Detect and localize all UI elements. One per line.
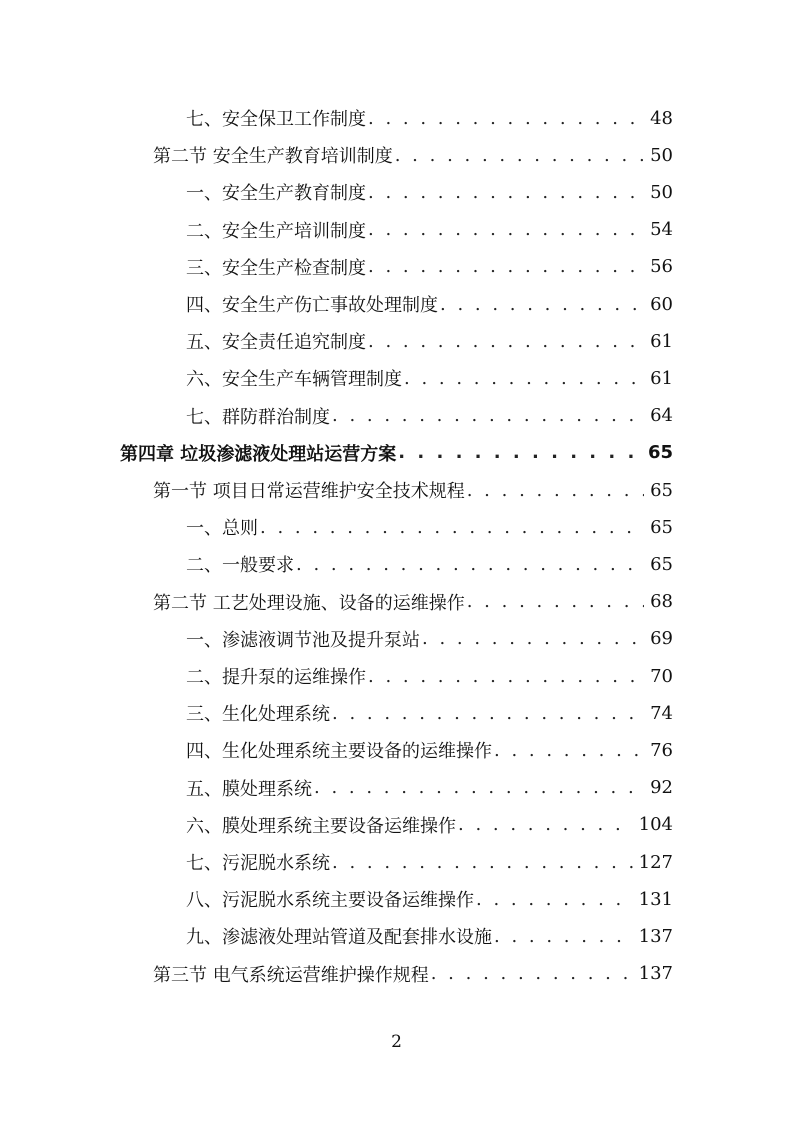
- toc-entry-page: 61: [650, 367, 673, 389]
- toc-leader-dots: [422, 628, 644, 649]
- toc-entry[interactable]: [186, 323, 673, 359]
- toc-entry[interactable]: [186, 695, 673, 731]
- toc-leader-dots: [368, 331, 644, 352]
- toc-entry[interactable]: [186, 844, 673, 880]
- toc-entry-title: 二、提升泵的运维操作: [186, 667, 366, 688]
- toc-leader-dots: [458, 814, 633, 835]
- toc-leader-dots: [440, 294, 644, 315]
- toc-entry-title: 二、一般要求: [186, 555, 294, 577]
- toc-entry-page: 50: [650, 181, 673, 203]
- toc-entry[interactable]: [186, 286, 673, 322]
- toc-entry-title: 七、群防群治制度: [186, 406, 330, 428]
- toc-entry-title: 四、安全生产伤亡事故处理制度: [186, 295, 438, 316]
- toc-entry-title: 三、生化处理系统: [186, 704, 330, 726]
- toc-entry-page: 76: [650, 739, 673, 761]
- toc-leader-dots: [368, 219, 644, 240]
- toc-entry-title: 一、总则: [186, 518, 258, 540]
- toc-leader-dots: [398, 442, 642, 463]
- toc-entry-title: 五、安全责任追究制度: [186, 332, 366, 354]
- toc-entry-title: 六、膜处理系统主要设备运维操作: [186, 815, 456, 837]
- toc-leader-dots: [404, 368, 644, 389]
- toc-entry-page: 70: [650, 665, 673, 687]
- toc-entry[interactable]: [120, 435, 673, 471]
- toc-entry-page: 61: [650, 330, 673, 352]
- toc-leader-dots: [431, 963, 633, 984]
- toc-leader-dots: [368, 182, 644, 203]
- toc-entry-title: 第二节 工艺处理设施、设备的运维操作: [153, 592, 465, 614]
- toc-entry-page: 74: [650, 702, 673, 724]
- toc-entry-page: 127: [638, 851, 673, 873]
- toc-entry-title: 七、污泥脱水系统: [186, 853, 330, 874]
- toc-entry-title: 八、污泥脱水系统主要设备运维操作: [186, 890, 474, 912]
- toc-entry-page: 48: [650, 107, 673, 129]
- toc-leader-dots: [467, 591, 644, 612]
- toc-entry[interactable]: [186, 360, 673, 396]
- toc-leader-dots: [494, 926, 633, 947]
- toc-entry[interactable]: [186, 732, 673, 768]
- toc-entry[interactable]: [186, 398, 673, 434]
- toc-entry-page: 65: [650, 479, 673, 501]
- toc-entry[interactable]: [153, 584, 673, 620]
- toc-entry-page: 54: [650, 219, 673, 241]
- toc-entry-page: 104: [638, 814, 673, 836]
- toc-entry-page: 131: [638, 888, 673, 910]
- toc-entry-title: 一、渗滤液调节池及提升泵站: [186, 629, 420, 651]
- toc-entry-title: 第三节 电气系统运营维护操作规程: [153, 964, 429, 986]
- toc-entry[interactable]: [186, 249, 673, 285]
- toc-entry-page: 65: [650, 553, 673, 575]
- toc-entry-title: 九、渗滤液处理站管道及配套排水设施: [186, 927, 492, 949]
- toc-entry[interactable]: [186, 807, 673, 843]
- toc-entry[interactable]: [153, 137, 673, 173]
- toc-entry[interactable]: [186, 658, 673, 694]
- toc-entry-title: 七、安全保卫工作制度: [186, 109, 366, 130]
- toc-entry[interactable]: [186, 100, 673, 136]
- toc-entry-title: 第二节 安全生产教育培训制度: [153, 146, 393, 168]
- toc-leader-dots: [260, 517, 644, 538]
- toc-leader-dots: [314, 777, 644, 798]
- toc-entry[interactable]: [186, 212, 673, 248]
- toc-entry-title: 四、生化处理系统主要设备的运维操作: [186, 741, 492, 763]
- toc-leader-dots: [296, 554, 644, 575]
- toc-entry[interactable]: [186, 881, 673, 917]
- toc-entry-title: 一、安全生产教育制度: [186, 183, 366, 205]
- toc-entry[interactable]: [186, 918, 673, 954]
- toc-entry-page: 137: [638, 963, 673, 985]
- toc-entry-page: 64: [650, 405, 673, 427]
- toc-entry-page: 56: [650, 256, 673, 278]
- toc-entry-page: 50: [650, 144, 673, 166]
- toc-entry[interactable]: [153, 472, 673, 508]
- toc-leader-dots: [368, 108, 644, 129]
- toc-entry[interactable]: [186, 770, 673, 806]
- toc-entry-title: 第四章 垃圾渗滤液处理站运营方案: [120, 443, 397, 465]
- toc-entry-title: 五、膜处理系统: [186, 778, 312, 800]
- toc-entry-page: 60: [650, 293, 673, 315]
- toc-entry-title: 第一节 项目日常运营维护安全技术规程: [153, 481, 465, 502]
- toc-leader-dots: [368, 256, 644, 277]
- toc-entry-title: 三、安全生产检查制度: [186, 257, 366, 279]
- toc-leader-dots: [494, 740, 644, 761]
- toc-entry[interactable]: [186, 621, 673, 657]
- toc-entry[interactable]: [186, 546, 673, 582]
- toc-entry[interactable]: [153, 956, 673, 992]
- page-number: 2: [391, 1032, 402, 1052]
- toc-leader-dots: [476, 889, 633, 910]
- toc-entry[interactable]: [186, 509, 673, 545]
- toc-leader-dots: [368, 666, 644, 687]
- toc-entry-page: 69: [650, 628, 673, 650]
- toc-entry-title: 二、安全生产培训制度: [186, 220, 366, 242]
- toc-entry-page: 92: [650, 777, 673, 799]
- toc-leader-dots: [467, 480, 644, 501]
- toc-entry[interactable]: [186, 174, 673, 210]
- toc-leader-dots: [395, 145, 644, 166]
- toc-entry-page: 68: [650, 591, 673, 613]
- toc-entry-page: 137: [638, 925, 673, 947]
- toc-leader-dots: [332, 703, 644, 724]
- toc-leader-dots: [332, 852, 633, 873]
- toc-entry-page: 65: [647, 442, 673, 464]
- toc-entry-page: 65: [650, 516, 673, 538]
- toc-entry-title: 六、安全生产车辆管理制度: [186, 369, 402, 391]
- toc-leader-dots: [332, 405, 644, 426]
